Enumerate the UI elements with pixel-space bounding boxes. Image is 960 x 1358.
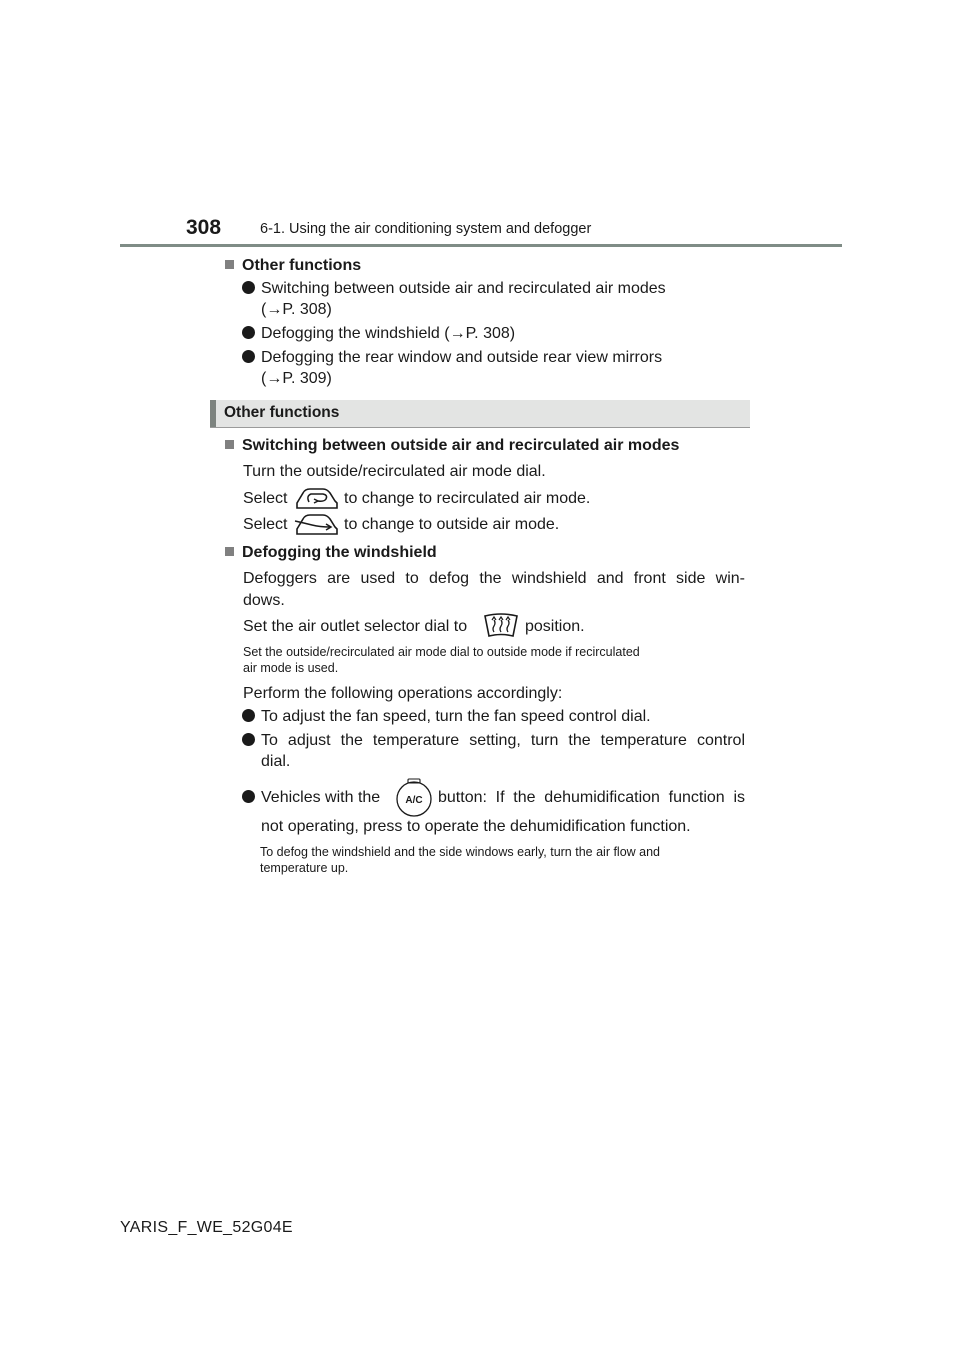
intro-bullet-1-ref[interactable]: (→P. 308) — [261, 301, 332, 318]
defog-bullet-3-line2: not operating, press to operate the dehumidification function. — [261, 818, 691, 835]
square-bullet-icon — [225, 260, 234, 269]
section-title: Other functions — [224, 404, 340, 421]
header-divider — [120, 244, 842, 247]
defog-bullet-2: To adjust the temperature setting, turn the temperature control — [242, 731, 745, 751]
ac-button-icon — [395, 776, 433, 818]
intro-bullet-1: Switching between outside air and recirculated air modes — [242, 279, 666, 299]
perform-text: Perform the following operations accordingly: — [243, 685, 563, 702]
footer-code: YARIS_F_WE_52G04E — [120, 1219, 293, 1236]
windshield-defroster-icon — [482, 611, 520, 639]
intro-bullet-3-ref[interactable]: (→P. 309) — [261, 370, 332, 387]
outside-text: to change to outside air mode. — [344, 516, 560, 533]
switching-heading: Switching between outside air and recirculated air modes — [225, 436, 679, 456]
defogging-para-line2: dows. — [243, 592, 285, 609]
recirc-text: to change to recirculated air mode. — [344, 490, 591, 507]
defog-bullet-3: Vehicles with the — [242, 788, 380, 808]
intro-heading: Other functions — [225, 256, 361, 276]
page-number: 308 — [186, 216, 222, 239]
bullet-dot-icon — [242, 733, 255, 746]
bullet-dot-icon — [242, 709, 255, 722]
section-accent — [210, 400, 216, 427]
note2-line1: To defog the windshield and the side windows early, turn the air flow and — [260, 845, 661, 859]
defog-bullet-1: To adjust the fan speed, turn the fan speed control dial. — [242, 707, 651, 727]
bullet-dot-icon — [242, 790, 255, 803]
bullet-dot-icon — [242, 350, 255, 363]
defog-bullet-2-line2: dial. — [261, 753, 291, 770]
chapter-title: 6-1. Using the air conditioning system and defogger — [260, 221, 592, 237]
select-word-outside: Select — [243, 516, 288, 533]
defogging-para-line1: Defoggers are used to defog the windshield and front side win- — [243, 570, 745, 587]
square-bullet-icon — [225, 547, 234, 556]
intro-bullet-2: Defogging the windshield (→P. 308) — [242, 324, 515, 344]
bullet-dot-icon — [242, 281, 255, 294]
defogging-heading: Defogging the windshield — [225, 543, 437, 563]
set-dial-text: Set the air outlet selector dial to — [243, 618, 468, 635]
bullet-dot-icon — [242, 326, 255, 339]
defog-bullet-3-after: button: If the dehumidification function is — [438, 789, 745, 806]
intro-bullet-3: Defogging the rear window and outside rear view mirrors — [242, 348, 662, 368]
section-title-bar — [210, 400, 750, 427]
outside-air-icon — [294, 509, 340, 539]
select-word-recirc: Select — [243, 490, 288, 507]
note1-line2: air mode is used. — [243, 661, 339, 675]
note2-line2: temperature up. — [260, 861, 349, 875]
square-bullet-icon — [225, 440, 234, 449]
note1-line1: Set the outside/recirculated air mode dial to outside mode if recirculated — [243, 645, 640, 659]
section-divider — [210, 427, 750, 428]
ac-button-label: A/C — [405, 795, 423, 806]
position-text: position. — [525, 618, 585, 635]
switching-instruction: Turn the outside/recirculated air mode dial. — [243, 463, 546, 480]
